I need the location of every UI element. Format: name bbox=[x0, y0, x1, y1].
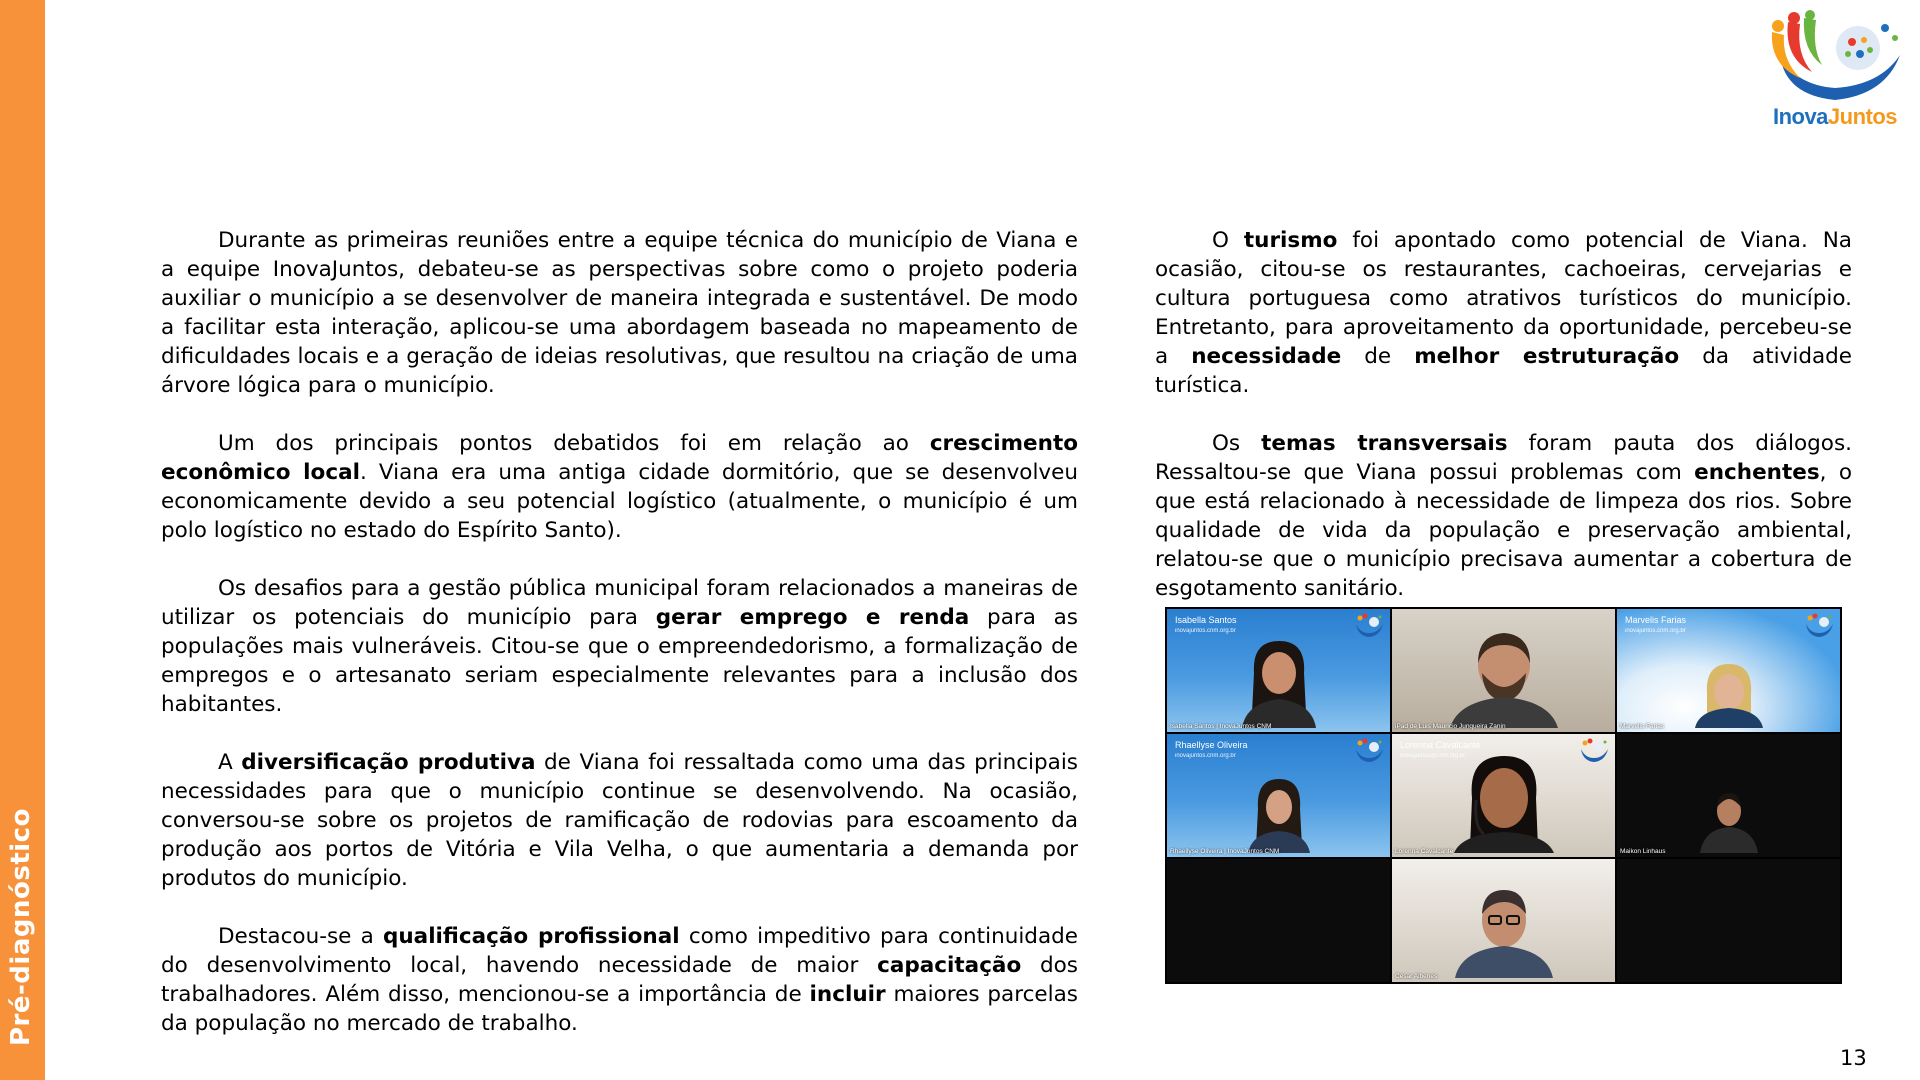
paragraph bbox=[1155, 429, 1852, 603]
participant-header bbox=[1175, 615, 1237, 637]
side-bar bbox=[0, 0, 45, 1080]
text-run: foram pauta dos diálogos. Ressaltou-se que Viana possui problemas com bbox=[1155, 431, 1852, 485]
participant-video bbox=[1689, 658, 1769, 732]
paragraph bbox=[1155, 226, 1852, 400]
video-meeting-screenshot bbox=[1165, 607, 1842, 984]
participant-video bbox=[1449, 878, 1559, 982]
participant-tile bbox=[1167, 859, 1390, 982]
text-run: maiores parcelas da população no mercado de trabalho. bbox=[161, 982, 1078, 1036]
participant-name-label: Marvelis Farias bbox=[1620, 723, 1665, 730]
participant-video bbox=[1444, 623, 1564, 732]
participant-tile bbox=[1617, 859, 1840, 982]
bold-text: diversificação produtiva bbox=[241, 750, 536, 775]
text-run: Durante as primeiras reuniões entre a equipe técnica do município de Viana e a equipe InovaJuntos, debateu-se as perspectivas sobre como o projeto poderia auxiliar o município a se desenvolver de maneira integrada e sustentável. De modo a facilitar esta interação, aplicou-se uma abordagem baseada no mapeamento de dificuldades locais e a geração de ideias resolutivas, que resultou na criação de uma árvore lógica para o município. bbox=[161, 228, 1078, 398]
text-run: dos trabalhadores. Além disso, mencionou-se a importância de bbox=[161, 953, 1078, 1007]
participant-tile bbox=[1392, 859, 1615, 982]
logo-emblem-icon bbox=[1760, 10, 1910, 110]
participant-header-url: inovajuntos@cnm.org.br bbox=[1400, 753, 1466, 759]
bold-text: incluir bbox=[809, 982, 886, 1007]
text-run: O bbox=[1212, 228, 1244, 253]
participant-header bbox=[1400, 740, 1481, 762]
participant-name-label: Isabella Santos | InovaJuntos CNM bbox=[1170, 723, 1272, 730]
text-run: foi apontado como potencial de Viana. Na ocasião, citou-se os restaurantes, cachoeiras, cervejarias e cultura portuguesa como atrativos turísticos do município. Entretanto, para aproveitamento da oportunidade, percebeu-se a bbox=[1155, 228, 1852, 369]
left-text-column bbox=[161, 226, 1078, 1067]
logo-text-juntos: Juntos bbox=[1827, 104, 1898, 129]
participant-header bbox=[1625, 615, 1686, 637]
text-run: de bbox=[1341, 344, 1415, 369]
participant-header-name: Marvelis Farias bbox=[1625, 615, 1687, 625]
bold-text: enchentes bbox=[1694, 460, 1820, 485]
text-run: de Viana foi ressaltada como uma das principais necessidades para que o município continue se desenvolvendo. Na ocasião, conversou-se sobre os projetos de ramificação de rodovias para escoamento da produção aos portos de Vitória e Vila Velha, o que aumentaria a demanda por produtos do município. bbox=[161, 750, 1078, 891]
participant-tile bbox=[1167, 609, 1390, 732]
text-run: Um dos principais pontos debatidos foi em relação ao bbox=[218, 431, 930, 456]
bold-text: gerar emprego e renda bbox=[655, 605, 970, 630]
text-run: , o que está relacionado à necessidade de limpeza dos rios. Sobre qualidade de vida da população e preservação ambiental, relatou-se que o município precisava aumentar a cobertura de esgotamento sanitário. bbox=[1155, 460, 1853, 601]
text-run: . Viana era uma antiga cidade dormitório, que se desenvolveu economicamente devido a seu potencial logístico (atualmente, o município é um polo logístico no estado do Espírito Santo). bbox=[161, 460, 1078, 543]
participant-header-name: Rhaellyse Oliveira bbox=[1175, 740, 1248, 750]
participant-header-url: inovajuntos.cnm.org.br bbox=[1175, 753, 1236, 759]
participant-header bbox=[1175, 740, 1248, 762]
paragraph bbox=[161, 922, 1078, 1038]
participant-name-label: Maikon Linhaus bbox=[1620, 848, 1666, 855]
text-run: Os desafios para a gestão pública municipal foram relacionados a maneiras de utilizar os potenciais do município para bbox=[161, 576, 1078, 630]
bold-text: crescimento econômico local bbox=[161, 431, 1078, 485]
participant-name-label: iPad de Luis Mauricio Junqueira Zanin bbox=[1395, 723, 1506, 730]
right-text-column bbox=[1155, 226, 1852, 632]
participant-video bbox=[1694, 783, 1764, 857]
page-number: 13 bbox=[1840, 1046, 1867, 1070]
logo-wordmark bbox=[1760, 104, 1910, 130]
participant-tile bbox=[1392, 734, 1615, 857]
text-run: para as populações mais vulneráveis. Citou-se que o empreendedorismo, a formalização de empregos e o artesanato seriam especialmente relevantes para a inclusão dos habitantes. bbox=[161, 605, 1078, 717]
participant-name-label: Lorenna Cavalcante bbox=[1395, 848, 1454, 855]
participant-video bbox=[1234, 633, 1324, 732]
participant-name-label: César Albenes bbox=[1395, 973, 1438, 980]
paragraph bbox=[161, 429, 1078, 545]
bold-text: qualificação profissional bbox=[382, 924, 680, 949]
logo-text-inova: Inova bbox=[1772, 104, 1828, 129]
text-run: Destacou-se a bbox=[218, 924, 383, 949]
text-run: da atividade turística. bbox=[1155, 344, 1853, 398]
participant-header-url: inovajuntos.cnm.org.br bbox=[1175, 628, 1236, 634]
text-run: como impeditivo para continuidade do desenvolvimento local, havendo necessidade de maior bbox=[161, 924, 1078, 978]
paragraph bbox=[161, 226, 1078, 400]
participant-header-name: Isabella Santos bbox=[1175, 615, 1237, 625]
participant-video bbox=[1444, 748, 1564, 857]
participant-tile bbox=[1617, 609, 1840, 732]
bold-text: temas transversais bbox=[1261, 431, 1508, 456]
section-label: Pré-diagnóstico bbox=[6, 808, 36, 1046]
participant-video bbox=[1244, 773, 1314, 857]
bold-text: capacitação bbox=[877, 953, 1022, 978]
paragraph bbox=[161, 574, 1078, 719]
participant-header-url: inovajuntos.cnm.org.br bbox=[1625, 628, 1686, 634]
participant-tile bbox=[1167, 734, 1390, 857]
participant-header-name: Lorenna Cavalcante bbox=[1400, 740, 1481, 750]
bold-text: turismo bbox=[1243, 228, 1338, 253]
bold-text: necessidade bbox=[1191, 344, 1342, 369]
participant-name-label: Rhaellyse Oliveira | InovaJuntos CNM bbox=[1170, 848, 1280, 855]
inovajuntos-logo bbox=[1760, 10, 1910, 135]
paragraph bbox=[161, 748, 1078, 893]
text-run: A bbox=[218, 750, 242, 775]
text-run: Os bbox=[1212, 431, 1262, 456]
bold-text: melhor estruturação bbox=[1414, 344, 1680, 369]
participant-tile bbox=[1617, 734, 1840, 857]
participant-tile bbox=[1392, 609, 1615, 732]
